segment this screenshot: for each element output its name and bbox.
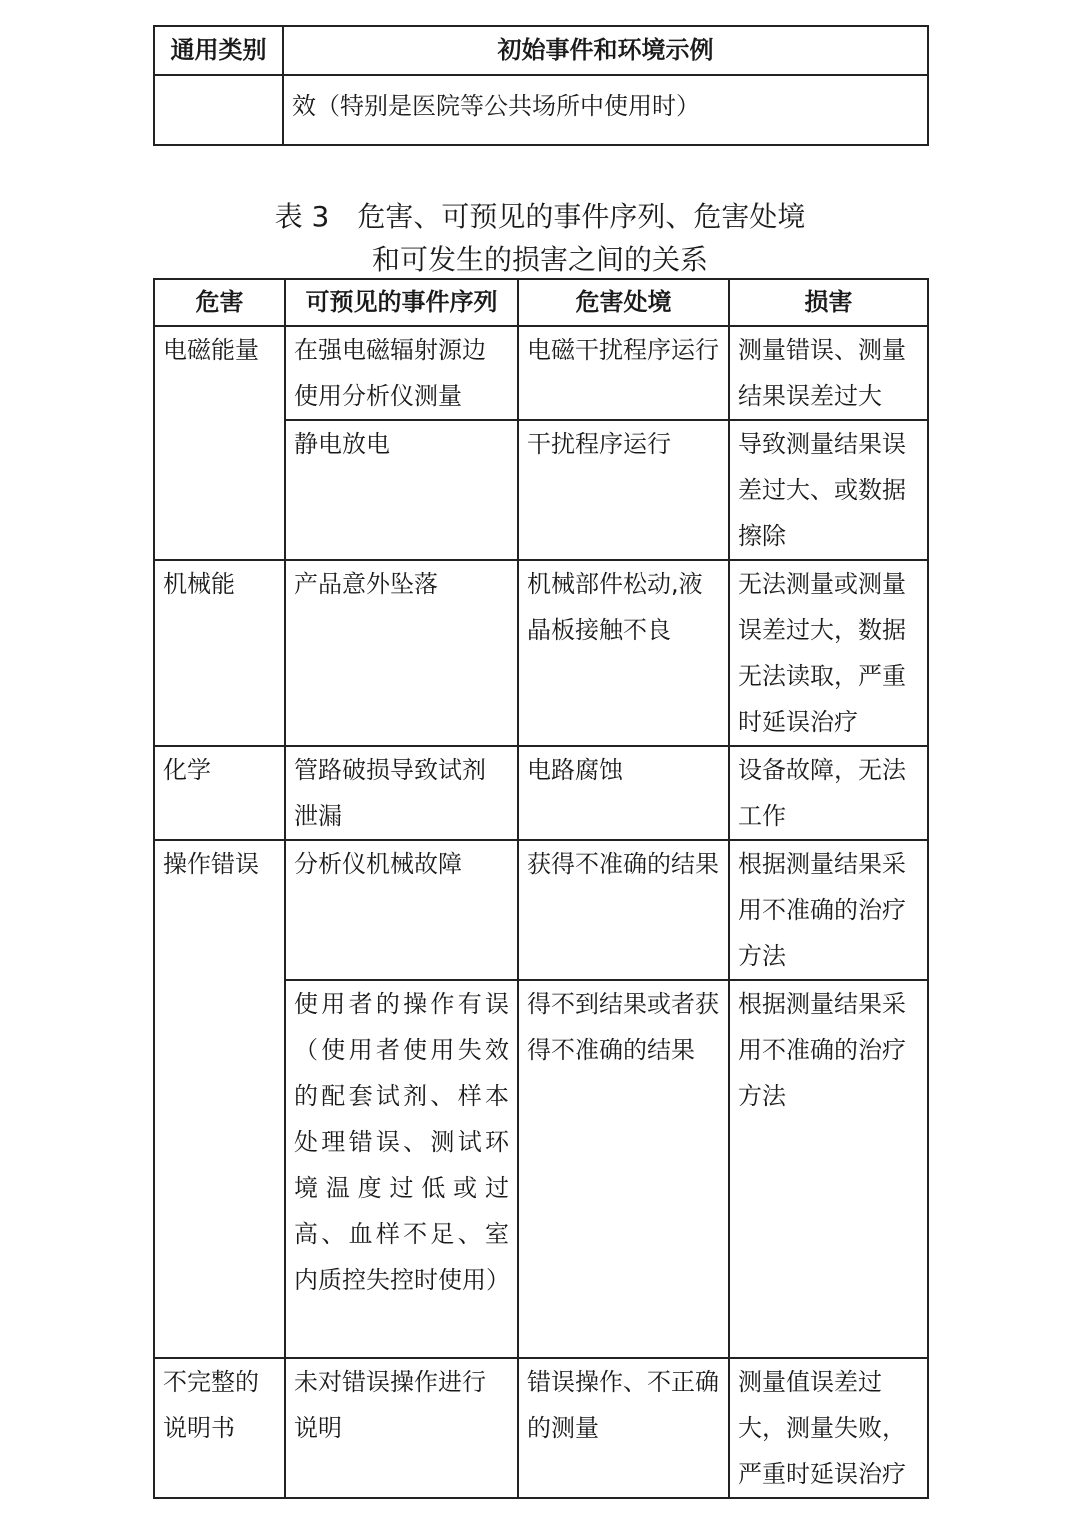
- situation-cell: 电路腐蚀: [518, 746, 729, 840]
- header-hazard: 危害: [154, 279, 285, 326]
- table-row: [154, 1358, 928, 1498]
- hazard-cell: 电磁能量: [154, 326, 285, 560]
- sequence-cell: 使用者的操作有误（使用者使用失效的配套试剂、样本处理错误、测试环境温度过低或过高、血样不足、室内质控失控时使用）: [285, 980, 518, 1358]
- sequence-cell: 分析仪机械故障: [285, 840, 518, 980]
- situation-cell: 干扰程序运行: [518, 420, 729, 560]
- situation-cell: 获得不准确的结果: [518, 840, 729, 980]
- table-row: [154, 75, 928, 145]
- sequence-cell: 静电放电: [285, 420, 518, 560]
- harm-cell: 根据测量结果采用不准确的治疗方法: [729, 980, 928, 1358]
- table-row: [154, 840, 928, 980]
- table-caption-line1: 表 3 危害、可预见的事件序列、危害处境: [274, 200, 806, 233]
- hazard-cell: 操作错误: [154, 840, 285, 1358]
- harm-cell: 无法测量或测量误差过大，数据无法读取，严重时延误治疗: [729, 560, 928, 746]
- situation-cell: 得不到结果或者获得不准确的结果: [518, 980, 729, 1358]
- situation-cell: 错误操作、不正确的测量: [518, 1358, 729, 1498]
- situation-cell: 机械部件松动,液晶板接触不良: [518, 560, 729, 746]
- table-row: [154, 326, 928, 420]
- harm-cell: 测量错误、测量结果误差过大: [729, 326, 928, 420]
- sequence-cell: 在强电磁辐射源边使用分析仪测量: [285, 326, 518, 420]
- table-row: [154, 560, 928, 746]
- header-initial-events: 初始事件和环境示例: [283, 26, 928, 75]
- table-row: [154, 746, 928, 840]
- table-header-row: [154, 26, 928, 75]
- continued-table: [153, 25, 929, 146]
- header-general-category: 通用类别: [154, 26, 283, 75]
- harm-cell: 测量值误差过大，测量失败，严重时延误治疗: [729, 1358, 928, 1498]
- header-event-sequence: 可预见的事件序列: [285, 279, 518, 326]
- hazard-relationship-table: [153, 278, 929, 1499]
- hazard-cell: 机械能: [154, 560, 285, 746]
- header-harm: 损害: [729, 279, 928, 326]
- sequence-cell: 产品意外坠落: [285, 560, 518, 746]
- table-caption-line2: 和可发生的损害之间的关系: [371, 243, 708, 276]
- sequence-cell: 未对错误操作进行说明: [285, 1358, 518, 1498]
- header-hazard-situation: 危害处境: [518, 279, 729, 326]
- harm-cell: 导致测量结果误差过大、或数据擦除: [729, 420, 928, 560]
- table-cell: 效（特别是医院等公共场所中使用时）: [283, 75, 928, 145]
- table-header-row: [154, 279, 928, 326]
- harm-cell: 设备故障，无法工作: [729, 746, 928, 840]
- sequence-cell: 管路破损导致试剂泄漏: [285, 746, 518, 840]
- hazard-cell: 化学: [154, 746, 285, 840]
- table-cell: [154, 75, 283, 145]
- hazard-cell: 不完整的说明书: [154, 1358, 285, 1498]
- harm-cell: 根据测量结果采用不准确的治疗方法: [729, 840, 928, 980]
- situation-cell: 电磁干扰程序运行: [518, 326, 729, 420]
